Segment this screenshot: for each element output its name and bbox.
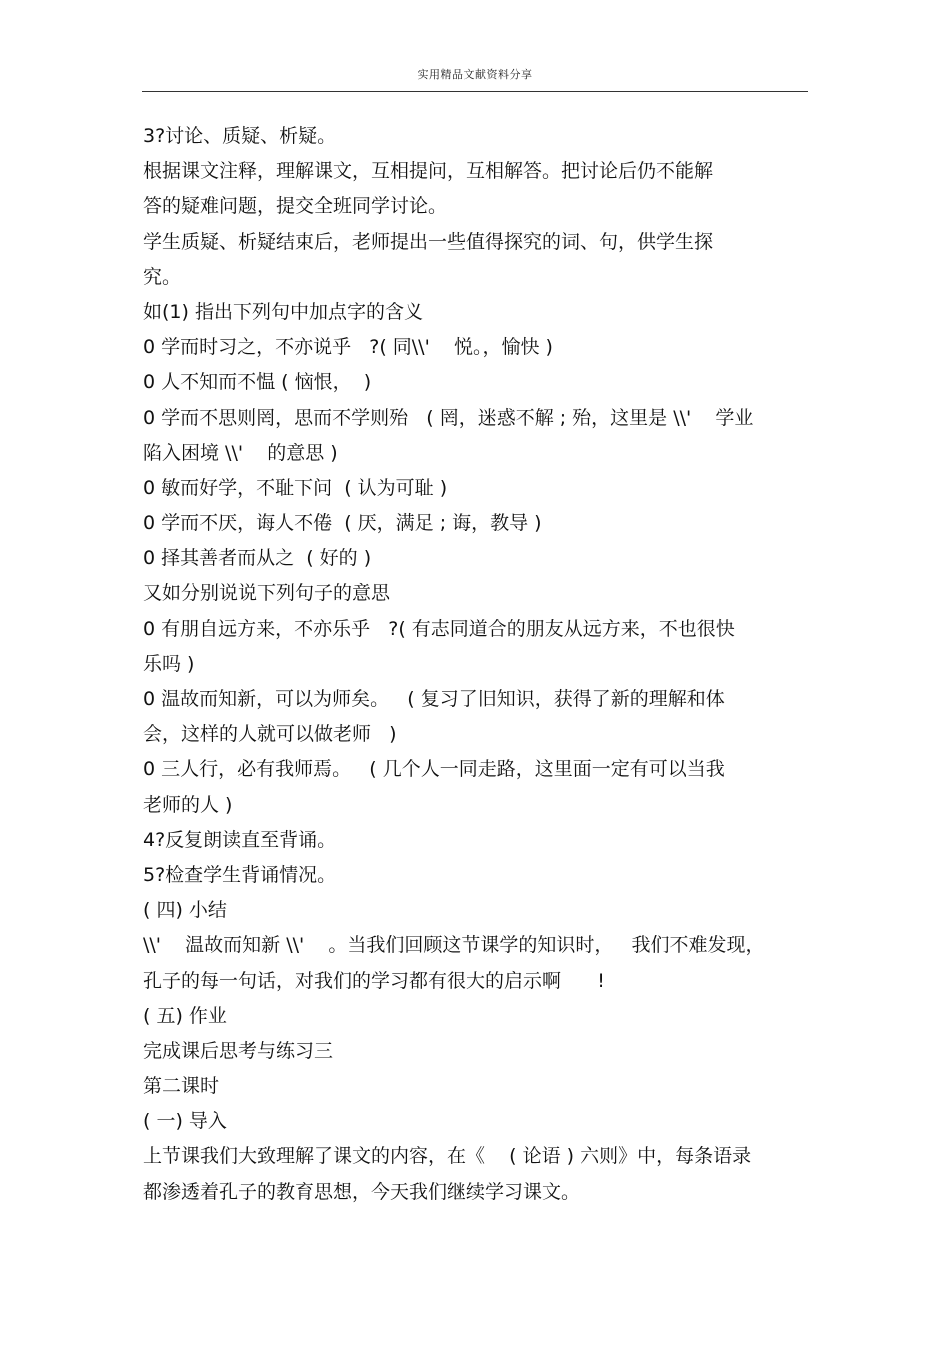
section-heading: ( 一) 导入 [143,1110,227,1133]
text-line: 0 择其善者而从之 ( 好的 ) [143,547,372,570]
section-heading: ( 五) 作业 [143,1004,227,1027]
text-line: 如(1) 指出下列句中加点字的含义 [143,300,423,323]
text-line: 究。 [143,265,182,288]
text-line: 陷入困境 \\' 的意思 ) [143,441,338,464]
text-line: 0 三人行，必有我师焉。 ( 几个人一同走路，这里面一定有可以当我 [143,758,725,781]
text-line: 都渗透着孔子的教育思想，今天我们继续学习课文。 [143,1180,581,1203]
document-body [143,119,813,1210]
text-line: \\' 温故而知新 \\' 。当我们回顾这节课学的知识时， 我们不难发现， [143,934,765,957]
text-line: 会，这样的人就可以做老师 ) [143,723,397,746]
text-line: 0 有朋自远方来，不亦乐乎 ?( 有志同道合的朋友从远方来，不也很快 [143,617,735,640]
header-divider [142,91,808,92]
page-header-title: 实用精品文献资料分享 [417,68,533,81]
text-line: 0 温故而知新，可以为师矣。 ( 复习了旧知识，获得了新的理解和体 [143,688,725,710]
text-line: 完成课后思考与练习三 [143,1039,334,1062]
text-line: 答的疑难问题，提交全班同学讨论。 [143,195,448,218]
text-line: 0 人不知而不愠 ( 恼恨， ) [143,371,372,394]
text-line: 0 学而不思则罔，思而不学则殆 ( 罔，迷惑不解 ; 殆，这里是 \\' 学业 [143,406,754,429]
text-line: 0 敏而好学，不耻下问 ( 认为可耻 ) [143,476,448,499]
text-line: 又如分别说说下列句子的意思 [143,582,391,605]
text-line: 3?讨论、质疑、析疑。 [143,125,337,147]
text-line: 0 学而时习之，不亦说乎 ?( 同\\' 悦。，愉快 ) [143,336,553,359]
section-heading: ( 四) 小结 [143,899,227,922]
text-line: 5?检查学生背诵情况。 [143,863,337,886]
text-line: 老师的人 ) [143,793,233,816]
text-line: 上节课我们大致理解了课文的内容，在《 ( 论语 ) 六则》中，每条语录 [143,1145,752,1168]
text-line: 4?反复朗读直至背诵。 [143,828,337,851]
text-line: 乐吗 ) [143,652,195,675]
section-heading: 第二课时 [143,1075,220,1098]
text-line: 0 学而不厌，诲人不倦 ( 厌，满足 ; 诲，教导 ) [143,512,542,535]
text-line: 孔子的每一句话，对我们的学习都有很大的启示啊 ! [143,969,605,992]
text-line: 学生质疑、析疑结束后，老师提出一些值得探究的词、句，供学生探 [143,230,714,253]
text-line: 根据课文注释，理解课文，互相提问，互相解答。把讨论后仍不能解 [143,160,714,183]
